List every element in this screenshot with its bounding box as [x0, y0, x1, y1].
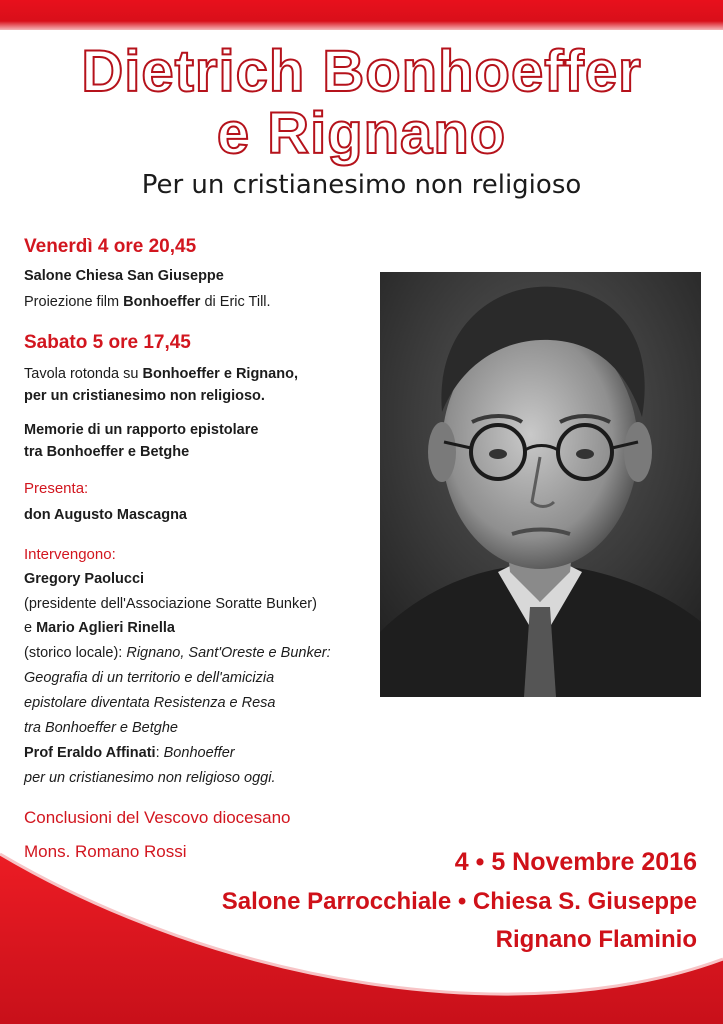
film-prefix: Proiezione film — [24, 294, 124, 310]
film-suffix: di Eric Till. — [200, 294, 271, 310]
day1-venue: Salone Chiesa San Giuseppe — [24, 268, 224, 284]
tavola-bold: Bonhoeffer e Rignano, — [142, 366, 298, 382]
event-venue: Salone Parrocchiale • Chiesa S. Giuseppe — [221, 888, 697, 915]
top-red-band — [0, 0, 723, 30]
film-title: Bonhoeffer — [123, 294, 201, 310]
memorie-line1: Memorie di un rapporto epistolare — [24, 422, 259, 438]
intervengono-label: Intervengono: — [24, 546, 116, 563]
speaker3-line — [24, 745, 235, 761]
day1-film — [24, 294, 271, 310]
subtitle: Per un cristianesimo non religioso — [141, 170, 582, 200]
speaker1-role: (presidente dell'Associazione Soratte Bunker) — [24, 596, 317, 612]
speaker2-topic2: Geografia di un territorio e dell'amicizia — [24, 670, 275, 686]
tavola-line2: per un cristianesimo non religioso. — [24, 388, 265, 404]
memorie-line2: tra Bonhoeffer e Betghe — [24, 444, 190, 460]
speaker2-role-line — [24, 645, 331, 661]
speaker2-topic1: Rignano, Sant'Oreste e Bunker: — [126, 645, 331, 661]
speaker3-sep: : — [155, 745, 164, 761]
portrait-illustration — [380, 272, 701, 697]
speaker2-topic4: tra Bonhoeffer e Betghe — [24, 720, 178, 736]
day2-heading: Sabato 5 ore 17,45 — [24, 332, 191, 353]
portrait-photo — [380, 272, 701, 697]
speaker2-role: (storico locale): — [24, 645, 127, 661]
event-dates: 4 • 5 Novembre 2016 — [454, 848, 697, 876]
speaker2-prefix: e — [24, 620, 37, 636]
speaker2-name: Mario Aglieri Rinella — [36, 620, 175, 636]
day1-heading: Venerdì 4 ore 20,45 — [24, 236, 197, 257]
speaker3-topic1: Bonhoeffer — [163, 745, 235, 761]
tavola-prefix: Tavola rotonda su — [24, 366, 143, 382]
conclusioni-line1: Conclusioni del Vescovo diocesano — [24, 808, 291, 827]
speaker2-topic3: epistolare diventata Resistenza e Resa — [24, 695, 276, 711]
conclusioni-line2: Mons. Romano Rossi — [24, 842, 187, 861]
title-line-2: e Rignano — [216, 101, 507, 166]
speaker3-name: Prof Eraldo Affinati — [24, 745, 156, 761]
presenta-label: Presenta: — [24, 480, 89, 497]
title-line-1: Dietrich Bonhoeffer — [81, 39, 642, 104]
event-town: Rignano Flaminio — [495, 926, 697, 953]
tavola-line1 — [24, 366, 298, 382]
speaker1-name: Gregory Paolucci — [24, 571, 145, 587]
presenta-name: don Augusto Mascagna — [24, 507, 187, 523]
speaker2-line — [24, 620, 175, 636]
speaker3-topic2: per un cristianesimo non religioso oggi. — [24, 770, 276, 786]
